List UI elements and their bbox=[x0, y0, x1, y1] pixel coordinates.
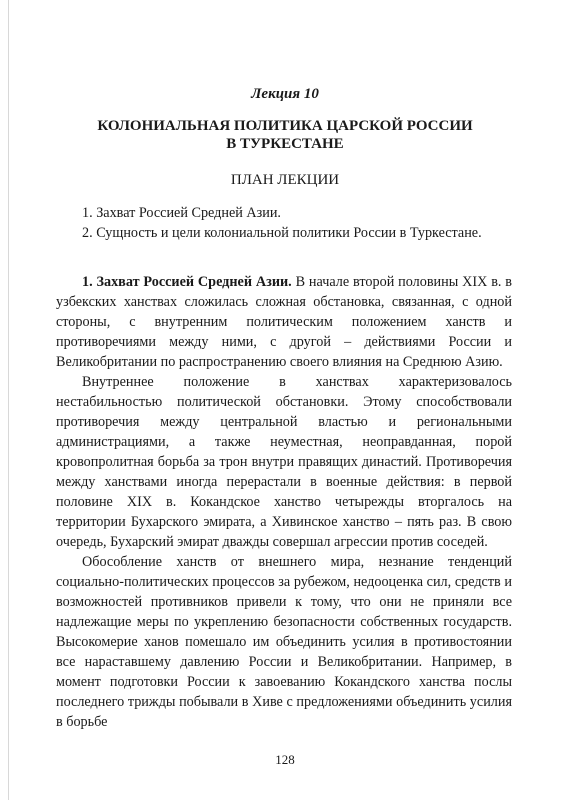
paragraph-text: В начале второй половины XIX в. в узбекских ханствах сложилась сложная обстановка, связанная, с одной стороны, с внутренним политическим положением ханств и противоречиями между ними, с другой – действиями России и Великобритании по распространению своего влияния на Среднюю Азию. bbox=[56, 274, 513, 370]
plan-item: 1. Захват Россией Средней Азии. bbox=[82, 205, 281, 221]
paragraph bbox=[56, 272, 512, 372]
section-body bbox=[56, 272, 512, 732]
lecture-title-line-2: В ТУРКЕСТАНЕ bbox=[226, 136, 344, 152]
paragraph: Обособление ханств от внешнего мира, незнание тенденций социально-политических процессов за рубежом, недооценка сил, средств и возможностей противников привели к тому, что они не приняли все надлежащие меры по укреплению безопасности собственных государств. Высокомерие ханов помешало им объединить усилия в противостоянии все нараставшему давлению России и Великобритании. Например, в момент подготовки России к завоеванию Кокандского ханства послы последнего трижды побывали в Хиве с предложениями объединить усилия в борьбе bbox=[56, 554, 512, 730]
lecture-title-line-1: КОЛОНИАЛЬНАЯ ПОЛИТИКА ЦАРСКОЙ РОССИИ bbox=[97, 118, 473, 134]
plan-list bbox=[56, 203, 512, 243]
page-number: 128 bbox=[275, 752, 295, 767]
plan-heading: ПЛАН ЛЕКЦИИ bbox=[230, 172, 340, 188]
page-edge-line bbox=[8, 0, 9, 800]
section-heading: 1. Захват Россией Средней Азии. bbox=[82, 274, 292, 290]
lecture-title bbox=[60, 117, 510, 153]
lecture-label: Лекция 10 bbox=[251, 86, 319, 102]
plan-item: 2. Сущность и цели колониальной политики России в Туркестане. bbox=[82, 225, 482, 241]
paragraph: Внутреннее положение в ханствах характеризовалось нестабильностью политической обстановки. Этому способствовали противоречия между центральной властью и региональными администрациями, а также неуместная, неоправданная, порой кровопролитная борьба за трон внутри правящих династий. Противоречия между ханствами иногда перерастали в военные действия: в первой половине XIX в. Кокандское ханство четырежды вторгалось на территории Бухарского эмирата, а Хивинское ханство – пять раз. В свою очередь, Бухарский эмират дважды совершал агрессии против соседей. bbox=[56, 374, 512, 550]
